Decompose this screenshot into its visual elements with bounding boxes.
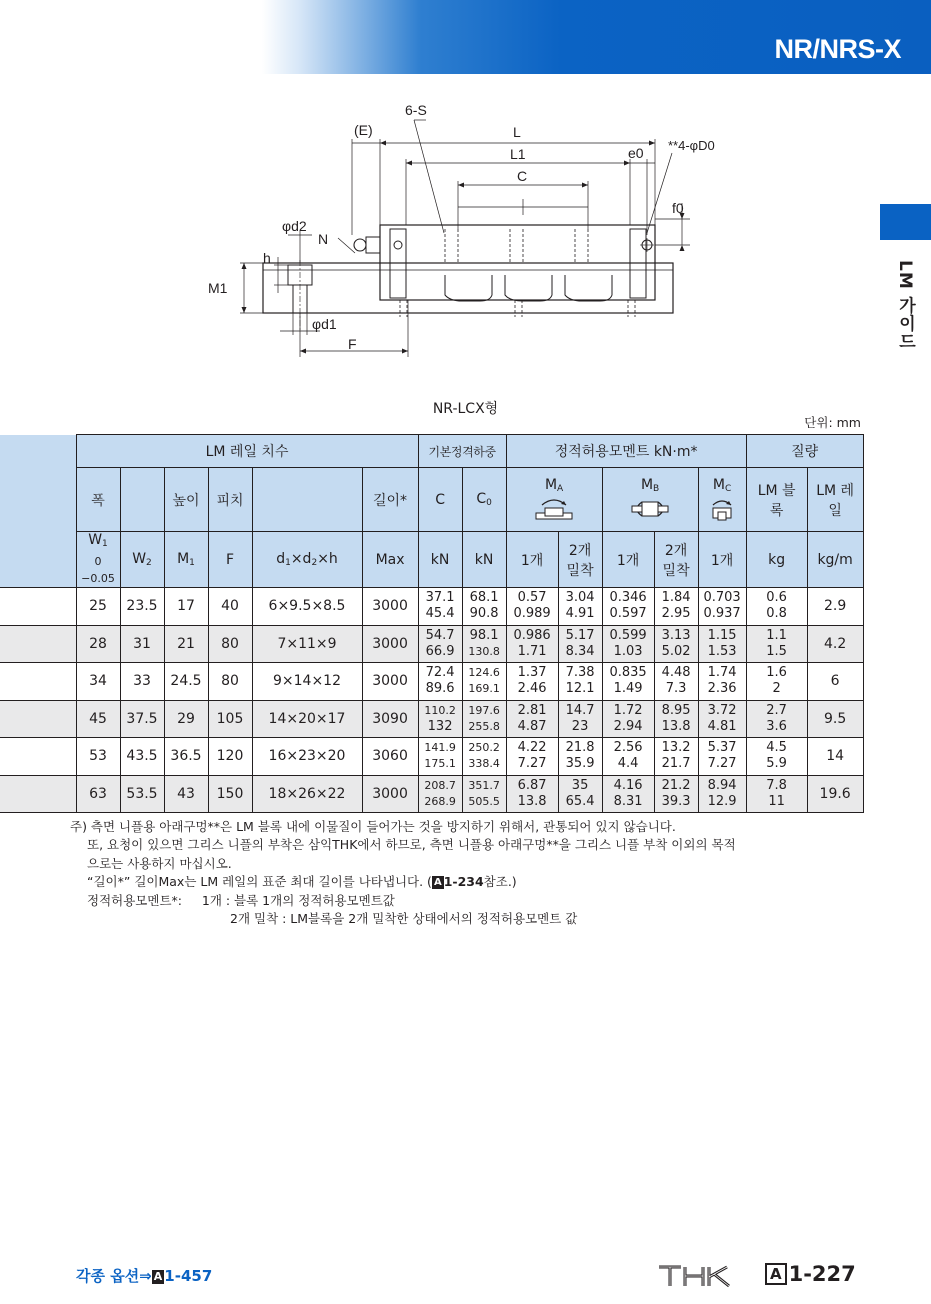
sub-one-c: 1개 <box>698 532 746 588</box>
row-lead <box>0 738 76 776</box>
label-d2: φd2 <box>282 218 307 234</box>
cell-mb2 <box>654 588 698 626</box>
label-e: (E) <box>354 122 373 138</box>
cell-max: 3060 <box>362 738 418 776</box>
grease-nipple <box>354 239 366 251</box>
note-line-1: 주) 측면 니플용 아래구멍**은 LM 블록 내에 이물질이 들어가는 것을 방지하기 위해서, 관통되어 있지 않습니다. <box>70 819 676 834</box>
cell-ma2-value: 7.38 <box>565 665 595 681</box>
cell-c-value: 89.6 <box>425 681 455 697</box>
cell-dxh: 18×26×22 <box>252 775 362 813</box>
cell-rail: 6 <box>807 663 863 701</box>
cell-mb2 <box>654 663 698 701</box>
cell-mb2-value: 21.7 <box>661 756 691 772</box>
cell-c-value: 208.7 <box>424 778 456 792</box>
sub-dxh: $d_1\times d_2\times h$ <box>252 532 362 588</box>
cell-mb1-value: 0.346 <box>609 590 647 606</box>
cell-block-value: 0.8 <box>766 606 787 622</box>
cell-block-value: 3.6 <box>766 718 787 734</box>
sub-kn1: kN <box>418 532 462 588</box>
cell-c-value: 110.2 <box>424 703 456 717</box>
cell-w2: 53.5 <box>120 775 164 813</box>
cell-mb1-value: 2.94 <box>613 718 643 734</box>
cell-c0-value: 505.5 <box>468 794 500 808</box>
cell-c-value: 37.1 <box>425 590 455 606</box>
cell-c-value: 45.4 <box>425 606 455 622</box>
cell-ma1-value: 7.27 <box>517 756 547 772</box>
col-lm-rail: LM 레일 <box>807 468 863 532</box>
cell-ma1 <box>506 700 558 738</box>
cell-dxh: 6×9.5×8.5 <box>252 588 362 626</box>
cell-c-value: 141.9 <box>424 741 456 755</box>
cell-w2: 23.5 <box>120 588 164 626</box>
cell-c0-value: 351.7 <box>468 778 500 792</box>
cell-ma1 <box>506 588 558 626</box>
sub-w2: $W_2$ <box>120 532 164 588</box>
cell-mb1 <box>602 588 654 626</box>
cell-block <box>746 663 807 701</box>
lm-guide-drawing <box>200 95 740 365</box>
cell-mb2 <box>654 775 698 813</box>
sub-two-b: 2개 밀착 <box>654 532 698 588</box>
cell-ma1 <box>506 663 558 701</box>
cell-rail: 4.2 <box>807 625 863 663</box>
cell-c0-value: 197.6 <box>468 703 500 717</box>
cell-f: 150 <box>208 775 252 813</box>
cell-mb1-value: 0.599 <box>609 627 647 643</box>
cell-ma1 <box>506 738 558 776</box>
cell-block-value: 7.8 <box>766 777 787 793</box>
cell-ma1 <box>506 625 558 663</box>
cell-c-value: 175.1 <box>424 757 456 771</box>
note-line-5 <box>70 892 870 910</box>
cell-m1: 36.5 <box>164 738 208 776</box>
label-l1: L1 <box>510 146 526 162</box>
col-mb <box>602 468 698 532</box>
cell-c0-value: 68.1 <box>469 590 499 606</box>
cell-mb2-value: 8.95 <box>661 702 691 718</box>
cell-mb1 <box>602 625 654 663</box>
options-ref: 1-457 <box>164 1267 213 1285</box>
cell-c0-value: 130.8 <box>468 644 500 658</box>
cell-block-value: 1.6 <box>766 665 787 681</box>
label-l: L <box>513 124 521 140</box>
cell-c0 <box>462 775 506 813</box>
cell-block-value: 1.5 <box>766 643 787 659</box>
cell-f: 120 <box>208 738 252 776</box>
cell-ma2 <box>558 738 602 776</box>
group-basic-static: 기본정격하중 <box>418 435 506 468</box>
cell-ma1-value: 6.87 <box>517 777 547 793</box>
cell-mb1-value: 4.4 <box>617 756 639 772</box>
label-f: F <box>348 336 357 352</box>
row-lead <box>0 700 76 738</box>
cell-c0 <box>462 663 506 701</box>
cell-max: 3000 <box>362 625 418 663</box>
cell-ma1 <box>506 775 558 813</box>
spec-table <box>0 434 864 813</box>
cell-c0-value: 250.2 <box>468 741 500 755</box>
cell-ma2-value: 5.17 <box>565 627 595 643</box>
cell-rail: 9.5 <box>807 700 863 738</box>
cell-f: 105 <box>208 700 252 738</box>
cell-mc1 <box>698 625 746 663</box>
cell-mb2-value: 7.3 <box>665 681 687 697</box>
cell-max: 3000 <box>362 588 418 626</box>
mc-moment-icon <box>707 496 737 522</box>
cell-block-value: 1.1 <box>766 627 787 643</box>
cell-ma2-value: 35 <box>571 777 589 793</box>
ma-moment-icon <box>532 496 576 522</box>
cell-mc1-value: 1.15 <box>707 627 737 643</box>
label-e0: e0 <box>628 145 644 161</box>
cell-ma2 <box>558 625 602 663</box>
col-c0: $C_0$ <box>462 468 506 532</box>
note-line-3: 으로는 사용하지 마십시오. <box>87 855 232 871</box>
mb-moment-icon <box>628 496 672 522</box>
ref-box-a: A <box>433 877 442 889</box>
cell-c0-value: 98.1 <box>469 627 499 643</box>
col-mc <box>698 468 746 532</box>
table-row <box>0 775 863 813</box>
col-c: C <box>418 468 462 532</box>
page-number <box>765 1262 856 1286</box>
cell-ma1-value: 1.71 <box>517 643 547 659</box>
note-line-6: 2개 밀착 : LM블록을 2개 밀착한 상태에서의 정적허용모멘트 값 <box>230 911 578 927</box>
mb-label: $M_B$ <box>640 477 660 494</box>
cell-mb1 <box>602 663 654 701</box>
sub-one-a: 1개 <box>506 532 558 588</box>
cell-c-value: 268.9 <box>424 794 456 808</box>
block-recess-1 <box>445 275 492 301</box>
cell-ma1-value: 0.986 <box>513 627 551 643</box>
cell-ma1-value: 4.22 <box>517 740 547 756</box>
cell-c0 <box>462 588 506 626</box>
cell-mb1-value: 8.31 <box>613 793 643 809</box>
cell-c0-value: 124.6 <box>468 666 500 680</box>
page-box: A <box>765 1263 787 1285</box>
note-line-2: 또, 요청이 있으면 그리스 니플의 부착은 삼익THK에서 하므로, 측면 니플용 아래구멍**을 그리스 니플 부착 이외의 목적 <box>87 837 736 853</box>
cell-mb2 <box>654 738 698 776</box>
spec-table-body <box>0 588 863 813</box>
sub-f: F <box>208 532 252 588</box>
cell-w1: 53 <box>76 738 120 776</box>
mc-label: $M_C$ <box>712 477 732 494</box>
cell-w1: 63 <box>76 775 120 813</box>
cell-mc1-value: 4.81 <box>707 718 737 734</box>
col-length: 길이* <box>362 468 418 532</box>
cell-f: 40 <box>208 588 252 626</box>
cell-c0-value: 255.8 <box>468 719 500 733</box>
sub-m1: $M_1$ <box>164 532 208 588</box>
page-num-text: 1-227 <box>788 1262 856 1286</box>
cell-c0-value: 90.8 <box>469 606 499 622</box>
cell-c <box>418 700 462 738</box>
label-d1: φd1 <box>312 316 337 332</box>
cell-f: 80 <box>208 625 252 663</box>
col-lm-block: LM 블록 <box>746 468 807 532</box>
cell-dxh: 14×20×17 <box>252 700 362 738</box>
cell-ma2-value: 14.7 <box>565 702 595 718</box>
cell-m1: 24.5 <box>164 663 208 701</box>
cell-dxh: 16×23×20 <box>252 738 362 776</box>
cell-ma2-value: 21.8 <box>565 740 595 756</box>
cell-c0 <box>462 700 506 738</box>
cell-mc1-value: 12.9 <box>707 793 737 809</box>
cell-ma2 <box>558 775 602 813</box>
col-w2-blank <box>120 468 164 532</box>
cell-c-value: 72.4 <box>425 665 455 681</box>
w1-tol-bot: −0.05 <box>81 572 115 585</box>
col-width: 폭 <box>76 468 120 532</box>
cell-mb1-value: 4.16 <box>613 777 643 793</box>
sub-w1 <box>76 532 120 588</box>
cell-block-value: 2 <box>772 681 781 697</box>
row-lead <box>0 625 76 663</box>
block-recess-3 <box>565 275 612 301</box>
w1-label: $W_1$ <box>88 532 108 549</box>
cell-block-value: 4.5 <box>766 740 787 756</box>
cell-w2: 33 <box>120 663 164 701</box>
table-row <box>0 738 863 776</box>
cell-max: 3000 <box>362 663 418 701</box>
cell-mb1-value: 1.03 <box>613 643 643 659</box>
sub-kn2: kN <box>462 532 506 588</box>
cell-mb2-value: 13.8 <box>661 718 691 734</box>
cell-mb2-value: 5.02 <box>661 643 691 659</box>
label-c: C <box>517 168 528 184</box>
col-ma <box>506 468 602 532</box>
sub-one-b: 1개 <box>602 532 654 588</box>
cell-ma2-value: 23 <box>571 718 589 734</box>
cell-mb2-value: 3.13 <box>661 627 691 643</box>
cell-block-value: 2.7 <box>766 702 787 718</box>
cell-w2: 43.5 <box>120 738 164 776</box>
unit-label: 단위: mm <box>804 415 861 430</box>
cell-mb1-value: 0.835 <box>609 665 647 681</box>
cell-block-value: 5.9 <box>766 756 787 772</box>
cell-m1: 21 <box>164 625 208 663</box>
thk-logo <box>657 1264 741 1288</box>
table-row <box>0 663 863 701</box>
col-height: 높이 <box>164 468 208 532</box>
col-pitch: 피치 <box>208 468 252 532</box>
cell-w1: 34 <box>76 663 120 701</box>
cell-w2: 37.5 <box>120 700 164 738</box>
cell-c0-value: 169.1 <box>468 682 500 696</box>
sub-kg: kg <box>746 532 807 588</box>
cell-rail: 2.9 <box>807 588 863 626</box>
cell-block <box>746 588 807 626</box>
cell-mb2-value: 2.95 <box>661 606 691 622</box>
cell-ma2 <box>558 700 602 738</box>
options-box: A <box>153 1270 163 1283</box>
cell-mb1 <box>602 775 654 813</box>
table-row <box>0 625 863 663</box>
cell-c <box>418 738 462 776</box>
side-tab-label: LM 가이드 <box>895 260 915 351</box>
row-lead <box>0 663 76 701</box>
cell-c-value: 132 <box>427 718 453 734</box>
cell-ma2 <box>558 588 602 626</box>
cell-mb1-value: 0.597 <box>609 606 647 622</box>
cell-ma1-value: 2.81 <box>517 702 547 718</box>
cell-mc1-value: 2.36 <box>707 681 737 697</box>
cell-c0 <box>462 738 506 776</box>
cell-m1: 29 <box>164 700 208 738</box>
options-label: 각종 옵션⇒ <box>76 1267 152 1285</box>
label-6s: 6-S <box>405 102 427 118</box>
cell-block <box>746 700 807 738</box>
cell-ma1-value: 2.46 <box>517 681 547 697</box>
cell-mc1 <box>698 663 746 701</box>
note-length-ref[interactable]: 1-234 <box>443 874 484 890</box>
sub-max: Max <box>362 532 418 588</box>
label-h: h <box>263 250 271 266</box>
cell-block <box>746 738 807 776</box>
cell-mc1-value: 3.72 <box>707 702 737 718</box>
cell-ma2-value: 35.9 <box>565 756 595 772</box>
cell-w1: 25 <box>76 588 120 626</box>
cell-ma2 <box>558 663 602 701</box>
cell-mb1-value: 1.72 <box>613 702 643 718</box>
col-dxh-blank <box>252 468 362 532</box>
label-m1: M1 <box>208 280 228 296</box>
cell-mb2 <box>654 700 698 738</box>
cell-c <box>418 625 462 663</box>
cell-mc1-value: 0.703 <box>703 590 741 606</box>
cell-mc1-value: 1.53 <box>707 643 737 659</box>
cell-mb1 <box>602 700 654 738</box>
cell-block-value: 0.6 <box>766 590 787 606</box>
group-static-moment: 정적허용모멘트 kN·m* <box>506 435 746 468</box>
ma-label: $M_A$ <box>544 477 564 494</box>
cell-mc1-value: 0.937 <box>703 606 741 622</box>
cell-max: 3090 <box>362 700 418 738</box>
cell-m1: 43 <box>164 775 208 813</box>
cell-mc1-value: 1.74 <box>707 665 737 681</box>
cell-c0-value: 338.4 <box>468 757 500 771</box>
cell-rail: 19.6 <box>807 775 863 813</box>
cell-mc1 <box>698 738 746 776</box>
cell-block <box>746 625 807 663</box>
cell-block <box>746 775 807 813</box>
cell-mc1 <box>698 588 746 626</box>
row-lead <box>0 588 76 626</box>
cell-mc1-value: 5.37 <box>707 740 737 756</box>
label-n: N <box>318 231 329 247</box>
lead-header <box>0 435 76 588</box>
cell-m1: 17 <box>164 588 208 626</box>
cell-max: 3000 <box>362 775 418 813</box>
cell-ma2-value: 12.1 <box>565 681 595 697</box>
cell-rail: 14 <box>807 738 863 776</box>
cell-c0 <box>462 625 506 663</box>
page-title: NR/NRS-X <box>774 34 901 64</box>
cell-c <box>418 775 462 813</box>
table-row <box>0 700 863 738</box>
block-recess-2 <box>505 275 552 301</box>
note-length-text: “길이*” 길이Max는 LM 레일의 표준 최대 길이를 나타냅니다. ( <box>87 874 432 890</box>
w1-tol-top: 0 <box>94 555 102 568</box>
cell-f: 80 <box>208 663 252 701</box>
cell-ma1-value: 1.37 <box>517 665 547 681</box>
cell-ma1-value: 13.8 <box>517 793 547 809</box>
notes <box>70 818 870 928</box>
cell-mb1-value: 2.56 <box>613 740 643 756</box>
cell-dxh: 9×14×12 <box>252 663 362 701</box>
cell-mc1 <box>698 775 746 813</box>
label-f0: f0 <box>672 200 684 216</box>
note-line-4 <box>70 873 870 891</box>
note-moment-label: 정적허용모멘트*: <box>87 892 182 908</box>
cell-block-value: 11 <box>768 793 785 809</box>
cell-mb2-value: 21.2 <box>661 777 691 793</box>
cell-ma1-value: 0.989 <box>513 606 551 622</box>
cell-c-value: 54.7 <box>425 627 455 643</box>
cell-ma2-value: 65.4 <box>565 793 595 809</box>
cell-ma1-value: 4.87 <box>517 718 547 734</box>
label-d0: **4-φD0 <box>668 138 715 153</box>
note-moment-one: 1개 : 블록 1개의 정적허용모멘트값 <box>201 892 395 908</box>
row-lead <box>0 775 76 813</box>
cell-mb2-value: 13.2 <box>661 740 691 756</box>
note-length-post: 참조.) <box>483 874 517 890</box>
cell-c <box>418 663 462 701</box>
group-mass: 질량 <box>746 435 863 468</box>
cell-w2: 31 <box>120 625 164 663</box>
cell-ma2-value: 3.04 <box>565 590 595 606</box>
table-row <box>0 588 863 626</box>
figure-caption: NR-LCX형 <box>432 401 499 417</box>
cell-mb1 <box>602 738 654 776</box>
cell-mb2-value: 1.84 <box>661 590 691 606</box>
cell-mb2 <box>654 625 698 663</box>
cell-w1: 28 <box>76 625 120 663</box>
cell-dxh: 7×11×9 <box>252 625 362 663</box>
options-link[interactable] <box>76 1265 212 1286</box>
cell-w1: 45 <box>76 700 120 738</box>
cell-mc1-value: 8.94 <box>707 777 737 793</box>
cell-ma2-value: 4.91 <box>565 606 595 622</box>
cell-c-value: 66.9 <box>425 643 455 659</box>
group-lm-rail: LM 레일 치수 <box>76 435 418 468</box>
sub-kgm: kg/m <box>807 532 863 588</box>
cell-mc1 <box>698 700 746 738</box>
sub-two-a: 2개 밀착 <box>558 532 602 588</box>
cell-ma2-value: 8.34 <box>565 643 595 659</box>
cell-mc1-value: 7.27 <box>707 756 737 772</box>
cell-mb1-value: 1.49 <box>613 681 643 697</box>
side-tab-marker <box>880 204 931 240</box>
cell-ma1-value: 0.57 <box>517 590 547 606</box>
cell-mb2-value: 4.48 <box>661 665 691 681</box>
cell-c <box>418 588 462 626</box>
cell-mb2-value: 39.3 <box>661 793 691 809</box>
